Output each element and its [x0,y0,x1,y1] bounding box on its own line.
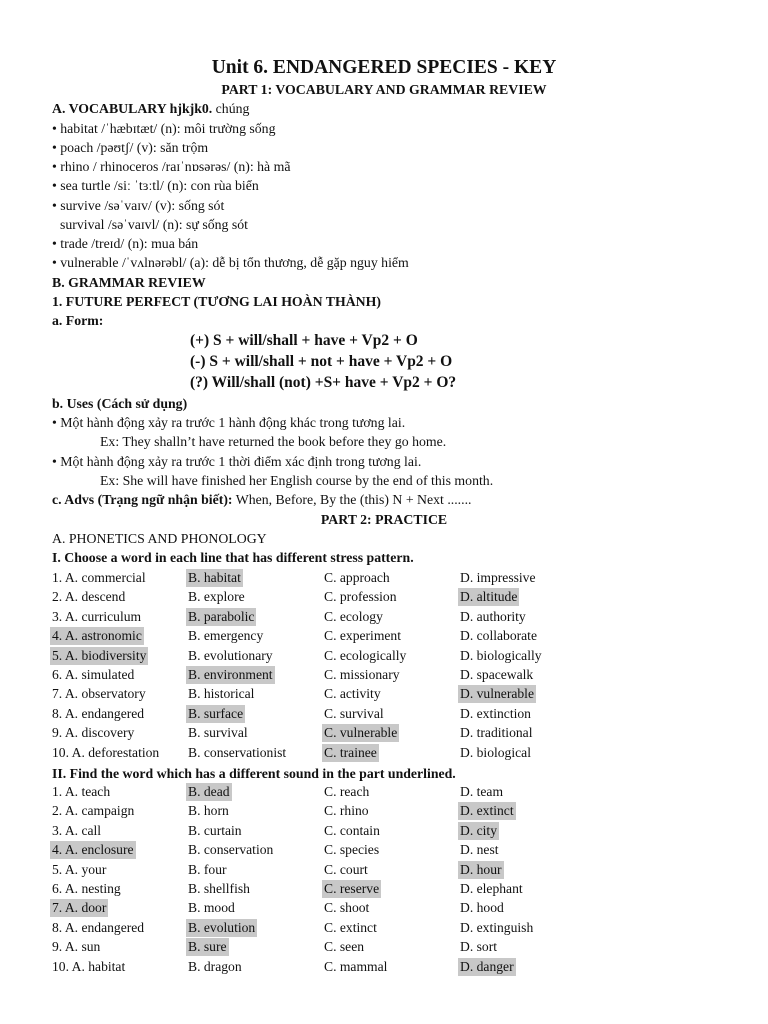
answer-option: D. team [460,784,504,799]
answer-option: 8. A. endangered [52,919,145,935]
answer-option-highlighted: 7. A. door [52,900,107,916]
answer-option: D. biologically [460,647,542,663]
answer-option-highlighted: B. evolution [188,919,256,935]
answer-option: 10. A. habitat [52,958,126,974]
answer-option: D. hood [460,900,504,916]
answer-option: 10. A. deforestation [52,744,160,760]
answer-option: 3. A. call [52,822,102,838]
answer-option-highlighted: B. dead [188,784,230,799]
answer-option-highlighted: C. vulnerable [324,725,398,741]
answer-option: C. species [324,842,380,858]
answer-option: 3. A. curriculum [52,608,142,624]
answer-option: B. curtain [188,822,242,838]
vocab-item: • habitat /ˈhæbɪtæt/ (n): môi trường sống [52,120,276,136]
question-row [52,744,768,763]
question-row [52,938,768,957]
question-row [52,685,768,704]
answer-option-highlighted: D. city [460,822,497,838]
question-row [52,899,768,918]
answer-option: D. elephant [460,881,523,896]
answer-option: C. survival [324,705,384,721]
answer-option: C. reach [324,784,370,799]
answer-option: D. authority [460,608,526,624]
answer-option: B. survival [188,725,248,741]
vocab-item: • survive /səˈvaɪv/ (v): sống sót [52,197,225,213]
answer-option: B. emergency [188,628,264,644]
vocab-heading [52,100,740,118]
answer-option: C. ecologically [324,647,407,663]
answer-option: C. approach [324,570,390,585]
answer-option: B. dragon [188,958,242,974]
answer-option-highlighted: B. sure [188,939,227,955]
question-row [52,958,768,977]
question-row [52,627,768,646]
question-row [52,666,768,685]
part1-heading: PART 1: VOCABULARY AND GRAMMAR REVIEW [221,82,547,97]
answer-option: C. rhino [324,803,369,819]
section2-heading: II. Find the word which has a different sound in the part underlined. [52,766,456,781]
question-row [52,647,768,666]
answer-option: D. impressive [460,570,536,585]
future-perfect-heading: 1. FUTURE PERFECT (TƯƠNG LAI HOÀN THÀNH) [52,294,381,309]
advs-line [52,491,740,509]
question-row [52,588,768,607]
formula-negative: (-) S + will/shall + not + have + Vp2 + O [190,353,453,370]
answer-option: C. shoot [324,900,370,916]
answer-option-highlighted: 4. A. enclosure [52,842,134,858]
answer-option: C. mammal [324,958,388,974]
answer-option-highlighted: C. trainee [324,744,377,760]
answer-option: D. traditional [460,725,533,741]
answer-option: D. extinction [460,705,531,721]
answer-option: 2. A. descend [52,589,126,605]
vocab-item: • poach /pəʊtʃ/ (v): săn trộm [52,139,209,155]
answer-option-highlighted: 4. A. astronomic [52,628,142,644]
answer-option: B. horn [188,803,229,819]
answer-option-highlighted: C. reserve [324,881,380,896]
answer-option: D. extinguish [460,919,534,935]
answer-option-highlighted: D. extinct [460,803,514,819]
answer-option: 1. A. teach [52,784,111,799]
answer-option: C. ecology [324,608,383,624]
answer-option: B. shellfish [188,881,250,896]
advs-label: c. Advs (Trạng ngữ nhận biết): [52,492,233,507]
advs-text: When, Before, By the (this) N + Next ....... [232,492,472,507]
phonetics-heading: A. PHONETICS AND PHONOLOGY [52,531,267,546]
answer-option: B. mood [188,900,235,916]
answer-option-highlighted: D. danger [460,958,514,974]
answer-option: 5. A. your [52,861,107,877]
grammar-heading: B. GRAMMAR REVIEW [52,275,206,290]
part2-heading: PART 2: PRACTICE [320,512,448,527]
question-row [52,783,768,802]
answer-option: B. evolutionary [188,647,273,663]
uses-label: b. Uses (Cách sử dụng) [52,396,188,411]
use-item: • Một hành động xảy ra trước 1 hành động khác trong tương lai. [52,415,406,430]
answer-option: 8. A. endangered [52,705,145,721]
vocab-item: • rhino / rhinoceros /raɪˈnɒsərəs/ (n): hà mã [52,159,291,174]
answer-option: 1. A. commercial [52,570,146,585]
answer-option-highlighted: D. altitude [460,589,518,605]
section1-heading: I. Choose a word in each line that has different stress pattern. [52,550,414,565]
answer-option: C. seen [324,939,365,955]
answer-option: B. explore [188,589,245,605]
answer-option: B. four [188,861,227,877]
answer-option: D. nest [460,842,499,858]
page-title: Unit 6. ENDANGERED SPECIES - KEY [211,57,557,78]
answer-option: 6. A. simulated [52,667,135,682]
answer-option-highlighted: D. vulnerable [460,686,534,702]
answer-option-highlighted: B. parabolic [188,608,255,624]
answer-option-highlighted: 5. A. biodiversity [52,647,147,663]
answer-option: B. conservation [188,842,274,858]
answer-option: C. experiment [324,628,402,644]
question-row [52,841,768,860]
answer-option-highlighted: D. hour [460,861,502,877]
formula-question: (?) Will/shall (not) +S+ have + Vp2 + O? [190,374,457,391]
question-row [52,919,768,938]
answer-option: D. sort [460,939,498,955]
answer-option: C. missionary [324,667,400,682]
use-item: • Một hành động xảy ra trước 1 thời điểm xác định trong tương lai. [52,454,422,469]
question-row [52,861,768,880]
answer-option: C. contain [324,822,380,838]
answer-option: D. biological [460,744,531,760]
question-row [52,802,768,821]
answer-option: 6. A. nesting [52,881,121,896]
answer-option: D. collaborate [460,628,537,644]
vocab-item: • vulnerable /ˈvʌlnərəbl/ (a): dễ bị tổn thương, dễ gặp nguy hiểm [52,255,409,271]
question-row [52,880,768,899]
answer-option: B. conservationist [188,744,287,760]
vocab-item: • trade /treɪd/ (n): mua bán [52,236,199,251]
answer-option: C. profession [324,589,397,605]
vocab-heading-tail: chúng [212,101,250,116]
answer-option: 2. A. campaign [52,803,135,819]
formula-positive: (+) S + will/shall + have + Vp2 + O [190,332,418,349]
answer-option: 7. A. observatory [52,686,146,702]
question-row [52,569,768,588]
answer-option-highlighted: B. surface [188,705,244,721]
form-label: a. Form: [52,313,104,328]
answer-option: C. activity [324,686,381,702]
answer-option: D. spacewalk [460,667,534,682]
answer-option: B. historical [188,686,255,702]
question-row [52,608,768,627]
answer-option: C. extinct [324,919,377,935]
use-example: Ex: They shalln’t have returned the book before they go home. [100,434,447,449]
answer-option: 9. A. discovery [52,725,135,741]
question-row [52,705,768,724]
question-row [52,724,768,743]
question-row [52,822,768,841]
answer-option-highlighted: B. habitat [188,570,241,585]
vocab-item: survival /səˈvaɪvl/ (n): sự sống sót [60,216,248,232]
vocab-heading-label: A. VOCABULARY hjkjk0. [52,101,213,116]
vocab-item: • sea turtle /siː ˈtɜːtl/ (n): con rùa biển [52,178,259,194]
answer-option: 9. A. sun [52,939,101,955]
answer-option: C. court [324,861,368,877]
answer-option-highlighted: B. environment [188,667,273,682]
use-example: Ex: She will have finished her English course by the end of this month. [100,473,494,488]
